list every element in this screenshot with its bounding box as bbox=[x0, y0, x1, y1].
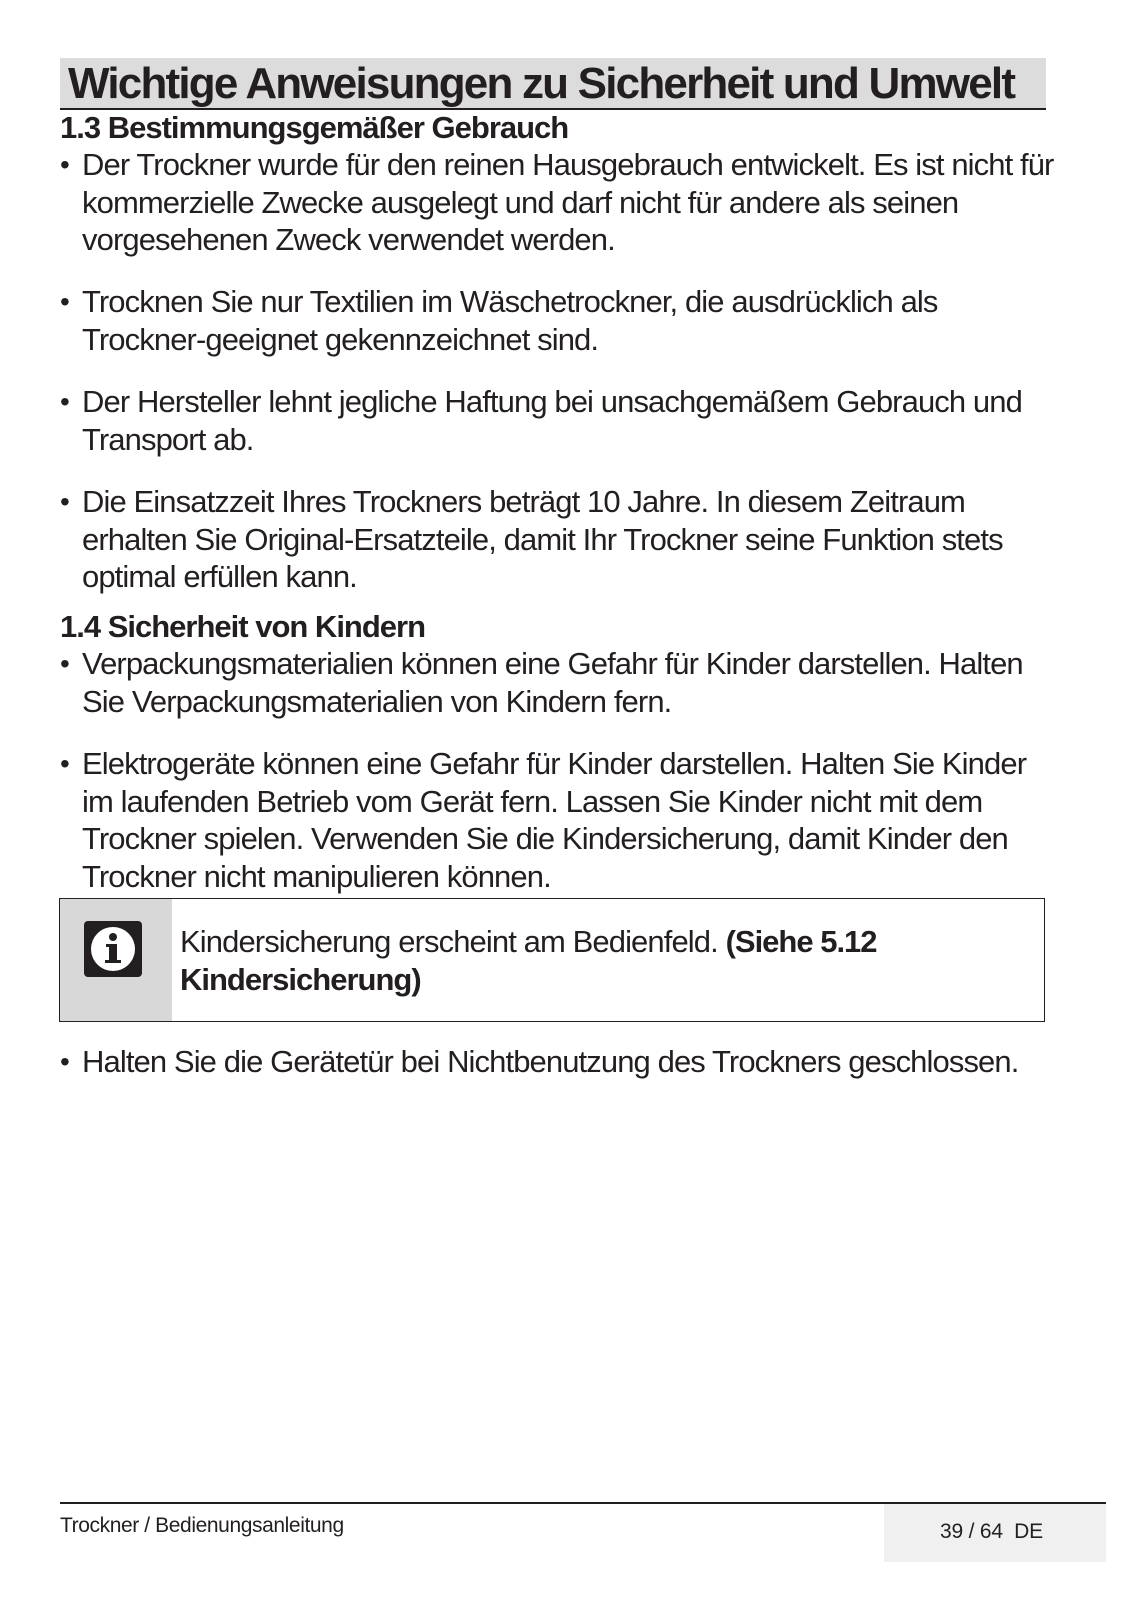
info-note-body: Kindersicherung erscheint am Bedienfeld. bbox=[180, 924, 718, 959]
info-note-reference: (Siehe 5.12 Kindersicherung) bbox=[180, 924, 877, 997]
bullet-icon: • bbox=[60, 286, 69, 317]
section-heading-intended-use: 1.3 Bestimmungsgemäßer Gebrauch bbox=[60, 110, 569, 145]
language-code: DE bbox=[1014, 1520, 1043, 1543]
list-item bbox=[60, 383, 1060, 458]
list-item-text: Die Einsatzzeit Ihres Trockners beträgt 10 Jahre. In diesem Zeitraum erhalten Sie Original-Ersatzteile, damit Ihr Trockner seine Funktion stets optimal erfüllen kann. bbox=[82, 484, 1003, 594]
list-item-text: Der Trockner wurde für den reinen Hausgebrauch entwickelt. Es ist nicht für kommerzielle Zwecke ausgelegt und darf nicht für andere als seinen vorgesehenen Zweck verwendet werden. bbox=[82, 147, 1054, 257]
section-heading-child-safety: 1.4 Sicherheit von Kindern bbox=[60, 609, 426, 644]
bullet-icon: • bbox=[60, 1046, 69, 1077]
list-item bbox=[60, 1043, 1060, 1081]
info-note-text bbox=[180, 923, 1000, 998]
list-item-text: Trocknen Sie nur Textilien im Wäschetrockner, die ausdrücklich als Trockner-geeignet gekennzeichnet sind. bbox=[82, 284, 938, 357]
info-icon-cell bbox=[60, 899, 172, 1021]
list-item-text: Halten Sie die Gerätetür bei Nichtbenutzung des Trockners geschlossen. bbox=[82, 1044, 1019, 1079]
list-item-text: Der Hersteller lehnt jegliche Haftung bei unsachgemäßem Gebrauch und Transport ab. bbox=[82, 384, 1022, 457]
list-item-text: Verpackungsmaterialien können eine Gefahr für Kinder darstellen. Halten Sie Verpackungsmaterialien von Kindern fern. bbox=[82, 646, 1023, 719]
list-item bbox=[60, 283, 1060, 358]
footer-page-number bbox=[940, 1520, 1043, 1544]
bullet-icon: • bbox=[60, 748, 69, 779]
list-item bbox=[60, 483, 1060, 596]
page-title: Wichtige Anweisungen zu Sicherheit und Umwelt bbox=[60, 58, 1046, 110]
list-item bbox=[60, 745, 1060, 895]
page-count: 39 / 64 bbox=[940, 1520, 1003, 1543]
info-icon bbox=[84, 921, 142, 977]
bullet-icon: • bbox=[60, 386, 69, 417]
list-item-text: Elektrogeräte können eine Gefahr für Kinder darstellen. Halten Sie Kinder im laufenden Betrieb vom Gerät fern. Lassen Sie Kinder nicht mit dem Trockner spielen. Verwenden Sie die Kindersicherung, damit Kinder den Trockner nicht manipulieren können. bbox=[82, 746, 1027, 894]
list-item bbox=[60, 146, 1060, 259]
bullet-icon: • bbox=[60, 149, 69, 180]
info-note-box bbox=[59, 898, 1045, 1022]
footer-document-title: Trockner / Bedienungsanleitung bbox=[60, 1514, 344, 1537]
bullet-icon: • bbox=[60, 648, 69, 679]
bullet-icon: • bbox=[60, 486, 69, 517]
list-item bbox=[60, 645, 1060, 720]
